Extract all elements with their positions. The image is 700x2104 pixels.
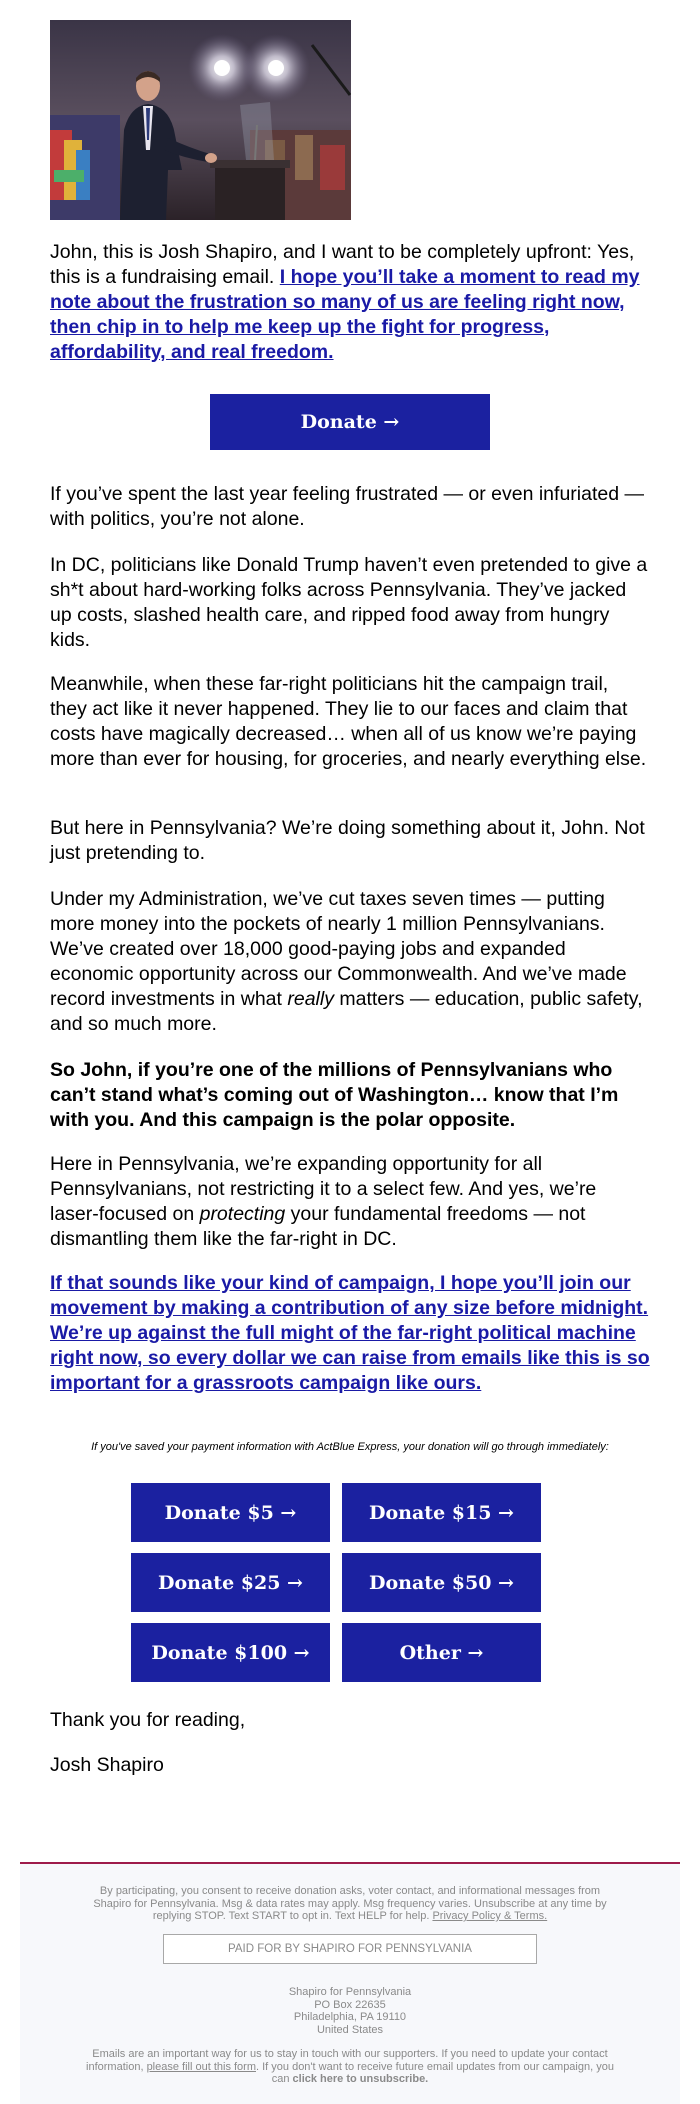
intro-read-more-link[interactable]: I hope you’ll take a moment to read my note about the frustration so many of us are feeling right now, then chip in to help me keep up the fight for progress, affordability, and real freedom. [50, 266, 640, 363]
update-form-link[interactable]: please fill out this form [146, 2060, 256, 2073]
opportunity-text-b: your fundamental freedoms — not dismantling them like the far-right in DC. [50, 1203, 586, 1250]
emails-text-2: . If you don't want to receive future email updates from our campaign, you can [256, 2060, 614, 2085]
footer-address [20, 1986, 680, 2036]
opportunity-text-a: Here in Pennsylvania, we’re expanding opportunity for all Pennsylvanians, not restricting it to a select few. And yes, we’re laser-focused on [50, 1153, 597, 1225]
paid-for-box: PAID FOR BY SHAPIRO FOR PENNSYLVANIA [163, 1934, 537, 1964]
emails-text: Emails are an important way for us to stay in touch with our supporters. If you need to update your contact information, [86, 2048, 608, 2073]
hero-photo [50, 20, 351, 220]
address-country: United States [316, 2023, 384, 2036]
speaker-photo-illustration [50, 20, 351, 220]
paragraph-contribute-link [50, 1271, 650, 1396]
donate-15-button[interactable]: Donate $15 → [342, 1483, 541, 1542]
paragraph-bold-appeal: So John, if you’re one of the millions of Pennsylvanians who can’t stand what’s coming out of Washington… know that I’m with you. And this campaign is the polar opposite. [50, 1059, 619, 1131]
address-org: Shapiro for Pennsylvania [288, 1986, 412, 1998]
consent-text: By participating, you consent to receive donation asks, voter contact, and informational messages from Shapiro for Pennsylvania. Msg & data rates may apply. Msg frequency varies. Unsubscribe at any time by replying STOP. Text START to opt in. Text HELP for help. [93, 1885, 607, 1922]
intro-text: John, this is Josh Shapiro, and I want to be completely upfront: Yes, this is a fundraising email. [50, 241, 635, 288]
administration-emphasis: really [287, 988, 334, 1010]
address-box: PO Box 22635 [314, 1998, 386, 2011]
donate-other-button[interactable]: Other → [342, 1623, 541, 1682]
contribute-link[interactable]: If that sounds like your kind of campaign, I hope you’ll join our movement by making a contribution of any size before midnight. We’re up against the full might of the far-right political machine right now, so every dollar we can raise from emails like this is so important for a grassroots campaign like ours. [50, 1272, 650, 1394]
administration-text-a: Under my Administration, we’ve cut taxes seven times — putting more money into the pockets of nearly 1 million Pennsylvanians. We’ve created over 18,000 good-paying jobs and expanded economic opportunity across our Commonwealth. And we’ve made record investments in what [50, 888, 627, 1010]
opportunity-emphasis: protecting [199, 1203, 286, 1225]
intro-paragraph [50, 240, 650, 365]
address-city: Philadelphia, PA 19110 [293, 2011, 407, 2023]
donate-main-button[interactable]: Donate → [210, 394, 490, 450]
actblue-express-note: If you've saved your payment information with ActBlue Express, your donation will go through immediately: [91, 1441, 609, 1453]
footer-consent [90, 1885, 610, 1923]
paragraph-frustrated: If you’ve spent the last year feeling frustrated — or even infuriated — with politics, you’re not alone. [50, 483, 644, 530]
footer [20, 1864, 680, 2104]
donate-25-button[interactable]: Donate $25 → [131, 1553, 330, 1612]
donate-100-button[interactable]: Donate $100 → [131, 1623, 330, 1682]
privacy-policy-link[interactable]: Privacy Policy & Terms. [432, 1910, 548, 1922]
paragraph-administration [50, 887, 650, 1037]
footer-email-info [80, 2048, 620, 2086]
administration-text-b: matters — education, public safety, and so much more. [50, 988, 643, 1035]
unsubscribe-link[interactable]: click here to unsubscribe. [292, 2073, 429, 2085]
paragraph-opportunity [50, 1152, 650, 1252]
closing-signature: Josh Shapiro [50, 1754, 164, 1776]
paragraph-dc-politicians: In DC, politicians like Donald Trump haven’t even pretended to give a sh*t about hard-working folks across Pennsylvania. They’ve jacked up costs, slashed health care, and ripped food away from hungry kids. [50, 554, 648, 651]
paragraph-pennsylvania: But here in Pennsylvania? We’re doing something about it, John. Not just pretending to. [50, 817, 645, 864]
paragraph-campaign-trail: Meanwhile, when these far-right politicians hit the campaign trail, they act like it never happened. They lie to our faces and claim that costs have magically decreased… when all of us know we’re paying more than ever for housing, for groceries, and nearly everything else. [50, 673, 647, 770]
donate-5-button[interactable]: Donate $5 → [131, 1483, 330, 1542]
closing-thanks: Thank you for reading, [50, 1709, 246, 1731]
donate-50-button[interactable]: Donate $50 → [342, 1553, 541, 1612]
